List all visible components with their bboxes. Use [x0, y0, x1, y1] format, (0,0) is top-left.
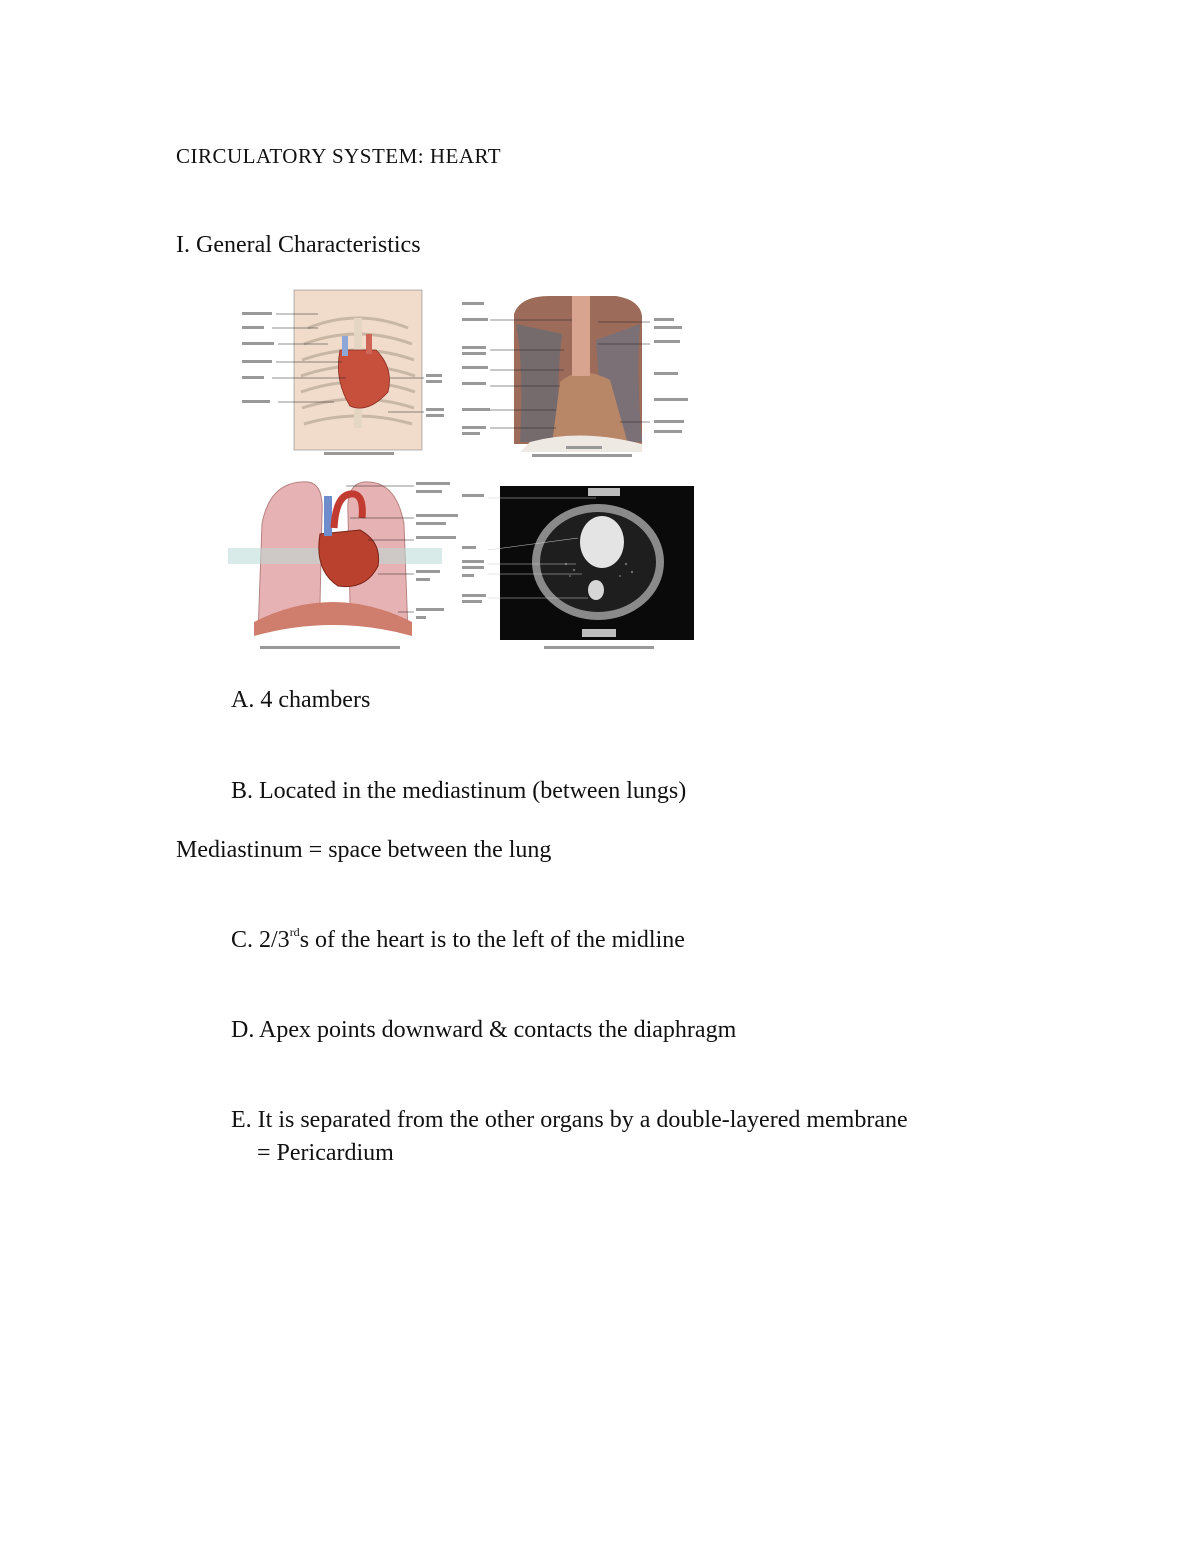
item-e-line2: = Pericardium: [257, 1140, 394, 1166]
item-c-prefix: C. 2/3: [231, 927, 290, 953]
item-c: [231, 925, 685, 953]
vertebra-ct: [588, 580, 604, 600]
item-e-line1: E. It is separated from the other organs by a double-layered membrane: [231, 1107, 908, 1133]
posterior-tag: [582, 629, 616, 637]
trachea: [572, 296, 590, 376]
ct-scan-image: [458, 484, 702, 656]
heart-ct: [580, 516, 624, 568]
item-c-superscript: rd: [289, 925, 300, 939]
anterior-tag: [588, 488, 620, 496]
item-c-suffix: s of the heart is to the left of the midline: [299, 927, 685, 953]
heart-lungs-illustration: [228, 474, 474, 658]
superior-vena-cava: [324, 496, 332, 536]
item-b: B. Located in the mediastinum (between lungs): [231, 778, 687, 804]
aorta: [366, 334, 372, 354]
dissection-photo: [460, 294, 700, 462]
page-title: CIRCULATORY SYSTEM: HEART: [176, 144, 502, 168]
vena-cava: [342, 336, 348, 356]
item-d: D. Apex points downward & contacts the diaphragm: [231, 1017, 737, 1043]
thorax-illustration: [238, 288, 448, 460]
item-a: A. 4 chambers: [231, 687, 371, 713]
section-heading: I. General Characteristics: [176, 232, 421, 258]
mediastinum-definition: Mediastinum = space between the lung: [176, 837, 552, 863]
